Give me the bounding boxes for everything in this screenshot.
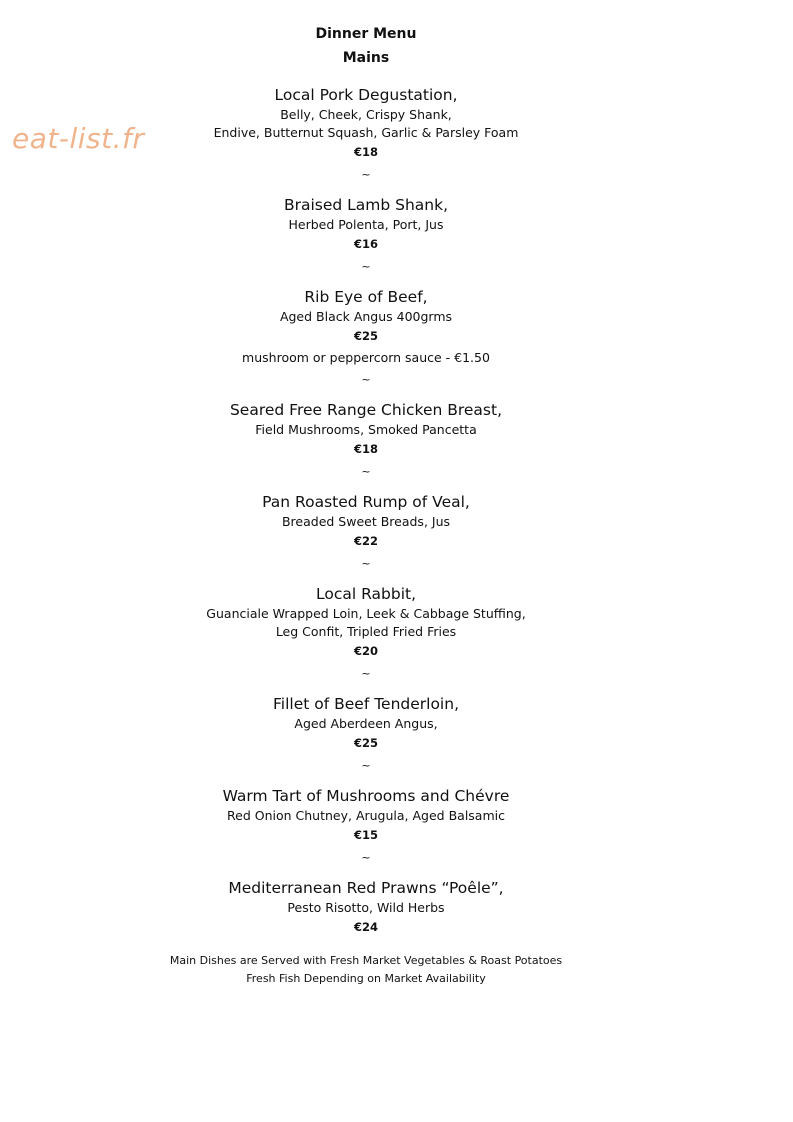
dish-description: Aged Black Angus 400grms <box>279 309 453 324</box>
dish-name: Mediterranean Red Prawns “Poêle”, <box>228 879 504 897</box>
dish-extra-option: mushroom or peppercorn sauce - €1.50 <box>242 350 490 365</box>
dish-name: Local Rabbit, <box>315 585 417 603</box>
dish-price: €16 <box>353 237 378 251</box>
dish-price: €22 <box>353 534 378 548</box>
menu-item <box>0 194 732 278</box>
separator: ~ <box>361 168 371 181</box>
dish-price: €25 <box>353 736 378 750</box>
dish-name: Fillet of Beef Tenderloin, <box>273 695 459 713</box>
dish-name: Seared Free Range Chicken Breast, <box>229 401 503 419</box>
separator: ~ <box>361 759 371 772</box>
menu-item <box>0 84 732 186</box>
dish-description: Red Onion Chutney, Arugula, Aged Balsamic <box>227 808 505 823</box>
menu-footer <box>0 952 732 988</box>
menu-title: Dinner Menu <box>315 26 417 42</box>
dish-description: Breaded Sweet Breads, Jus <box>281 514 451 529</box>
dish-description: Pesto Risotto, Wild Herbs <box>287 900 445 915</box>
separator: ~ <box>361 851 371 864</box>
dish-price: €18 <box>353 442 378 456</box>
menu-item <box>0 399 732 483</box>
separator: ~ <box>361 373 371 386</box>
dish-name: Rib Eye of Beef, <box>304 288 428 306</box>
menu-item <box>0 286 732 391</box>
footer-line: Fresh Fish Depending on Market Availability <box>246 972 486 985</box>
dish-description: Aged Aberdeen Angus, <box>294 716 438 731</box>
separator: ~ <box>361 667 371 680</box>
menu-item <box>0 877 732 938</box>
menu-item <box>0 693 732 777</box>
separator: ~ <box>361 557 371 570</box>
dish-name: Warm Tart of Mushrooms and Chévre <box>222 787 510 805</box>
dish-description: Field Mushrooms, Smoked Pancetta <box>255 422 477 437</box>
menu-item <box>0 491 732 575</box>
separator: ~ <box>361 465 371 478</box>
dish-description: Herbed Polenta, Port, Jus <box>288 217 444 232</box>
dish-description: Guanciale Wrapped Loin, Leek & Cabbage Stuffing, <box>206 606 526 621</box>
separator: ~ <box>361 260 371 273</box>
footer-line: Main Dishes are Served with Fresh Market Vegetables & Roast Potatoes <box>169 954 563 967</box>
dish-description: Leg Confit, Tripled Fried Fries <box>275 624 457 639</box>
dish-name: Pan Roasted Rump of Veal, <box>262 493 470 511</box>
section-heading: Mains <box>342 50 390 66</box>
menu-item <box>0 583 732 685</box>
menu-document <box>0 22 732 988</box>
dish-price: €24 <box>353 920 378 934</box>
watermark-logo: eat-list.fr <box>12 122 145 155</box>
dish-list <box>0 84 732 938</box>
menu-item <box>0 785 732 869</box>
dish-description: Belly, Cheek, Crispy Shank, <box>280 107 452 122</box>
dish-price: €20 <box>353 644 378 658</box>
dish-price: €15 <box>353 828 378 842</box>
dish-name: Braised Lamb Shank, <box>283 196 449 214</box>
dish-description: Endive, Butternut Squash, Garlic & Parsley Foam <box>213 125 519 140</box>
dish-price: €18 <box>353 145 378 159</box>
dish-price: €25 <box>353 329 378 343</box>
dish-name: Local Pork Degustation, <box>274 86 458 104</box>
